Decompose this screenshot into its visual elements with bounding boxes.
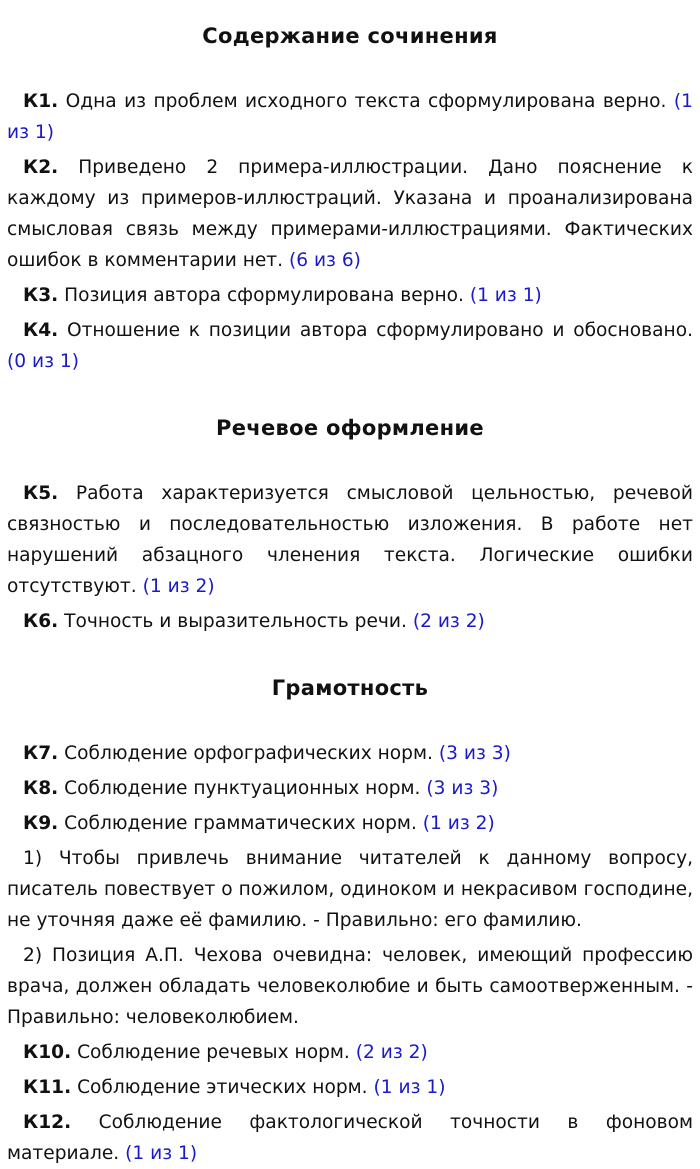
criterion-score: (6 из 6) [288,250,361,271]
criterion-score: (2 из 2) [355,1042,428,1063]
criterion-score: (1 из 1) [469,285,542,306]
criterion-code: К12. [23,1112,72,1133]
criterion-code: К4. [23,320,59,341]
section-title-literacy: Грамотность [271,676,429,700]
section-title-content: Содержание сочинения [202,24,498,48]
criterion-code: К5. [23,483,59,504]
criterion-text: Соблюдение пунктуационных норм. [64,778,421,799]
criterion-score: (3 из 3) [438,743,511,764]
criterion-text: Соблюдение грамматических норм. [64,813,417,834]
criterion-k4 [7,315,693,377]
criterion-score: (1 из 1) [373,1077,446,1098]
criterion-score: (3 из 3) [426,778,499,799]
criterion-k1 [7,86,693,148]
error-note-2: 2) Позиция А.П. Чехова очевидна: человек, имеющий профессию врача, должен обладать человеколюбие и быть самоотверженным. - Правильно: человеколюбием. [7,945,693,1028]
criterion-code: К3. [23,285,59,306]
criterion-k3 [7,280,693,311]
criterion-code: К8. [23,778,59,799]
criterion-k2 [7,152,693,276]
criterion-code: К9. [23,813,59,834]
criterion-text: Работа характеризуется смысловой цельностью, речевой связностью и последовательностью изложения. В работе нет нарушений абзацного членения текста. Логические ошибки отсутствуют. [7,483,693,597]
criterion-score: (2 из 2) [412,611,485,632]
criterion-text: Точность и выразительность речи. [64,611,407,632]
criterion-text: Соблюдение речевых норм. [77,1042,350,1063]
criterion-k5 [7,478,693,602]
criterion-k9 [7,808,693,839]
criterion-k6 [7,606,693,637]
criterion-score: (1 из 2) [142,576,215,597]
criterion-text: Позиция автора сформулирована верно. [64,285,464,306]
criterion-text: Отношение к позиции автора сформулировано и обосновано. [66,320,693,341]
criterion-k8 [7,773,693,804]
criterion-score: (1 из 2) [422,813,495,834]
criterion-k7 [7,738,693,769]
criterion-score: (1 из 1) [7,91,693,143]
criterion-score: (1 из 1) [125,1143,198,1164]
criterion-text: Соблюдение этических норм. [77,1077,368,1098]
section-title-speech: Речевое оформление [216,416,484,440]
criterion-score: (0 из 1) [7,351,79,372]
criterion-code: К7. [23,743,59,764]
criterion-code: К10. [23,1042,72,1063]
criterion-k10 [7,1037,693,1068]
criterion-k11 [7,1072,693,1103]
criterion-text: Приведено 2 примера-иллюстрации. Дано пояснение к каждому из примеров-иллюстраций. Указана и проанализирована смысловая связь между примерами-иллюстрациями. Фактических ошибок в комментарии нет. [7,157,693,271]
criterion-text: Соблюдение орфографических норм. [64,743,433,764]
criterion-text: Соблюдение фактологической точности в фоновом материале. [7,1112,693,1164]
criterion-code: К2. [23,157,59,178]
criterion-k12 [7,1107,693,1169]
criterion-code: К1. [23,91,59,112]
error-note-1: 1) Чтобы привлечь внимание читателей к данному вопросу, писатель повествует о пожилом, одиноком и некрасивом господине, не уточняя даже её фамилию. - Правильно: его фамилию. [7,848,693,931]
criterion-code: К11. [23,1077,72,1098]
criterion-text: Одна из проблем исходного текста сформулирована верно. [65,91,667,112]
criterion-code: К6. [23,611,59,632]
